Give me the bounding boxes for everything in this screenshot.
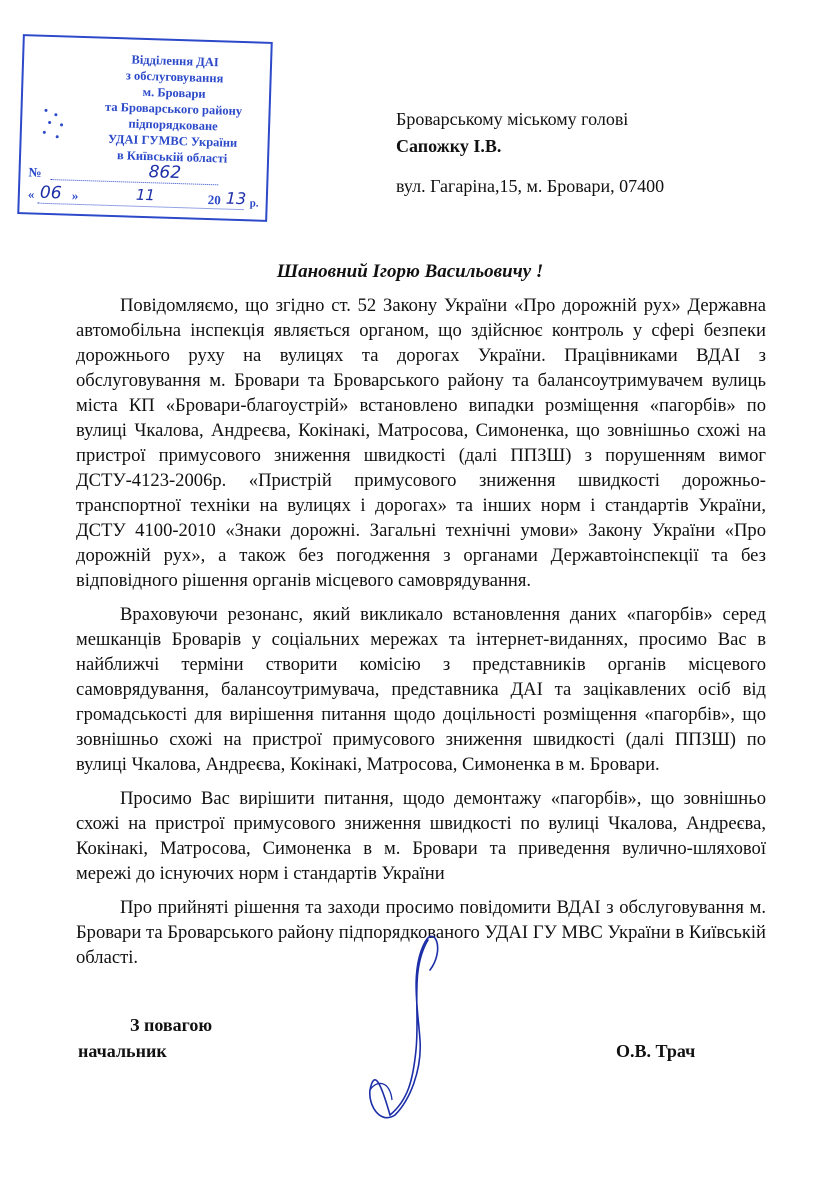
body-paragraph: Враховуючи резонанс, який викликало встановлення даних «пагорбів» серед мешканців Броварів у соціальних мережах та інтернет-виданнях, просимо Вас в найближчі терміни створити комісію з представників органів місцевого самоврядування, балансоутримувача, представника ДАІ та зацікавлених осіб від громадськості для вирішення питання щодо доцільності розміщення «пагорбів», що зовнішньо схожі на пристрої примусового зниження швидкості (далі ППЗШ) по вулиці Чкалова, Андреєва, Кокінакі, Матросова, Симоненка в м. Бровари.	[76, 604, 766, 775]
stamp-line: Відділення ДАІ	[131, 52, 219, 70]
stamp-line: в Київській області	[116, 148, 228, 166]
stamp-date-year-prefix: 20	[207, 192, 222, 208]
salutation: Шановний Ігорю Васильовичу !	[276, 261, 544, 282]
signer-position: начальник	[78, 1041, 167, 1061]
letter-body	[76, 293, 766, 979]
stamp-date-open-quote: «	[27, 186, 35, 202]
stamp-date-month: 11	[135, 185, 156, 205]
stamp-date-day: 06	[39, 182, 62, 204]
signer-name: О.В. Трач	[616, 1041, 696, 1061]
stamp-line: м. Бровари	[142, 84, 206, 101]
stamp-line: УДАІ ГУМВС України	[107, 131, 238, 150]
stamp-date-close-quote: »	[71, 187, 79, 203]
stamp-text	[79, 50, 268, 168]
stamp-line: підпорядковане	[128, 116, 218, 134]
stamp-date-row	[27, 182, 264, 215]
stamp-number-prefix: №	[28, 164, 42, 180]
addressee-address: вул. Гагаріна,15, м. Бровари, 07400	[396, 176, 665, 196]
stamp-dots	[39, 107, 70, 148]
stamp-number-handwritten: 862	[148, 162, 182, 184]
addressee-block	[396, 106, 628, 160]
stamp-line: з обслуговування	[125, 68, 224, 86]
handwritten-signature	[350, 930, 490, 1130]
registration-stamp	[17, 34, 273, 222]
addressee-name: Сапожку І.В.	[396, 136, 502, 156]
addressee-title: Броварському міському голові	[396, 109, 629, 129]
body-paragraph: Просимо Вас вирішити питання, щодо демонтажу «пагорбів», що зовнішньо схожі на пристрої примусового зниження швидкості по вулиці Чкалова, Андреєва, Кокінакі, Матросова, Симоненка в м. Бровари та приведення вулично-шляхової мережі до існуючих норм і стандартів України	[76, 788, 766, 884]
stamp-date-year: 13	[225, 188, 247, 209]
stamp-line: та Броварського району	[104, 99, 243, 119]
body-paragraph: Про прийняті рішення та заходи просимо повідомити ВДАІ з обслуговування м. Бровари та Броварського району підпорядкованого УДАІ ГУ МВС України в Київській області.	[76, 897, 766, 968]
body-paragraph: Повідомляємо, що згідно ст. 52 Закону України «Про дорожній рух» Державна автомобільна інспекція являється органом, що здійснює контроль у сфері безпеки дорожнього руху на вулицях та дорогах України. Працівниками ВДАІ з обслуговування м. Бровари та Броварського району та балансоутримувачем вулиць міста КП «Бровари-благоустрій» встановлено випадки розміщення «пагорбів» по вулиці Чкалова, Андреєва, Кокінакі, Матросова, Симоненка, що зовнішньо схожі на пристрої примусового зниження швидкості (далі ППЗШ) з порушенням вимог ДСТУ-4123-2006р. «Пристрій примусового зниження швидкості дорожньо-транспортної техніки на вулицях і дорогах» та інших норм і стандартів України, ДСТУ 4100-2010 «Знаки дорожні. Загальні технічні умови» Закону України «Про дорожній рух», а також без погодження з органами Державтоінспекції та без відповідного рішення органів місцевого самоврядування.	[76, 295, 766, 591]
stamp-date-suffix: р.	[249, 197, 259, 210]
closing-regards: З повагою	[130, 1015, 213, 1035]
